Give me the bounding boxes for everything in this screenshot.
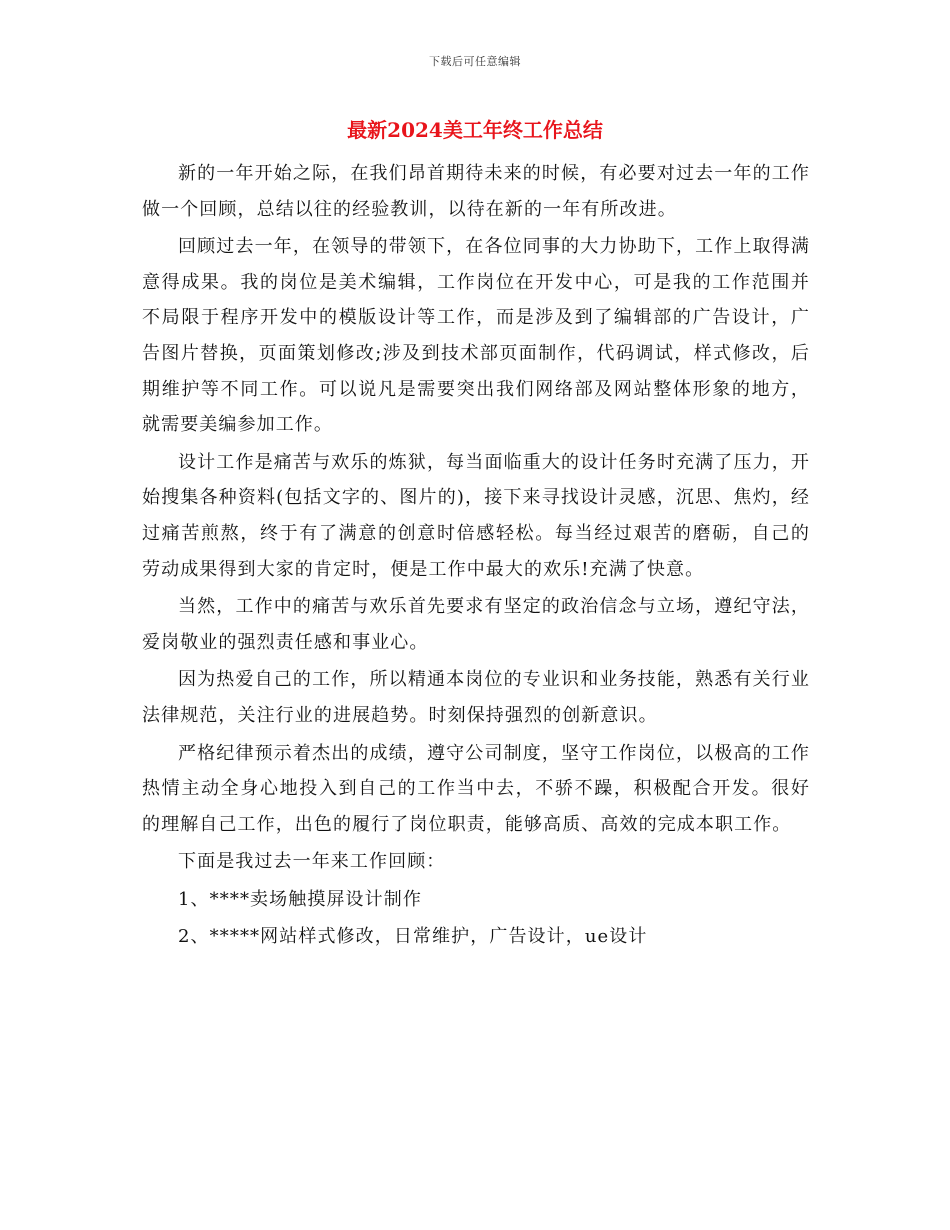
- header-note: 下载后可任意编辑: [429, 55, 521, 68]
- paragraph: 下面是我过去一年来工作回顾：: [178, 851, 446, 873]
- list-item: 2、*****网站样式修改，日常维护，广告设计，ue设计: [178, 926, 648, 948]
- document-body: [142, 156, 810, 957]
- paragraph: 设计工作是痛苦与欢乐的炼狱，每当面临重大的设计任务时充满了压力，开始搜集各种资料(包括文字的、图片的)，接下来寻找设计灵感，沉思、焦灼，经过痛苦煎熬，终于有了满意的创意时倍感轻松。每当经过艰苦的磨砺，自己的劳动成果得到大家的肯定时，便是工作中最大的欢乐!充满了快意。: [142, 451, 810, 580]
- paragraph: 严格纪律预示着杰出的成绩，遵守公司制度，坚守工作岗位，以极高的工作热情主动全身心地投入到自己的工作当中去，不骄不躁，积极配合开发。很好的理解自己工作，出色的履行了岗位职责，能够高质、高效的完成本职工作。: [142, 742, 810, 835]
- paragraph: 当然，工作中的痛苦与欢乐首先要求有坚定的政治信念与立场，遵纪守法，爱岗敬业的强烈责任感和事业心。: [142, 596, 810, 653]
- document-title: 最新2024美工年终工作总结: [347, 118, 603, 142]
- list-item: 1、****卖场触摸屏设计制作: [178, 888, 422, 910]
- paragraph: 因为热爱自己的工作，所以精通本岗位的专业识和业务技能，熟悉有关行业法律规范，关注行业的进展趋势。时刻保持强烈的创新意识。: [142, 669, 810, 726]
- paragraph: 回顾过去一年，在领导的带领下，在各位同事的大力协助下，工作上取得满意得成果。我的岗位是美术编辑，工作岗位在开发中心，可是我的工作范围并不局限于程序开发中的模版设计等工作，而是涉及到了编辑部的广告设计，广告图片替换，页面策划修改;涉及到技术部页面制作，代码调试，样式修改，后期维护等不同工作。可以说凡是需要突出我们网络部及网站整体形象的地方，就需要美编参加工作。: [142, 236, 810, 436]
- paragraph: 新的一年开始之际，在我们昂首期待未来的时候，有必要对过去一年的工作做一个回顾，总结以往的经验教训，以待在新的一年有所改进。: [142, 163, 810, 220]
